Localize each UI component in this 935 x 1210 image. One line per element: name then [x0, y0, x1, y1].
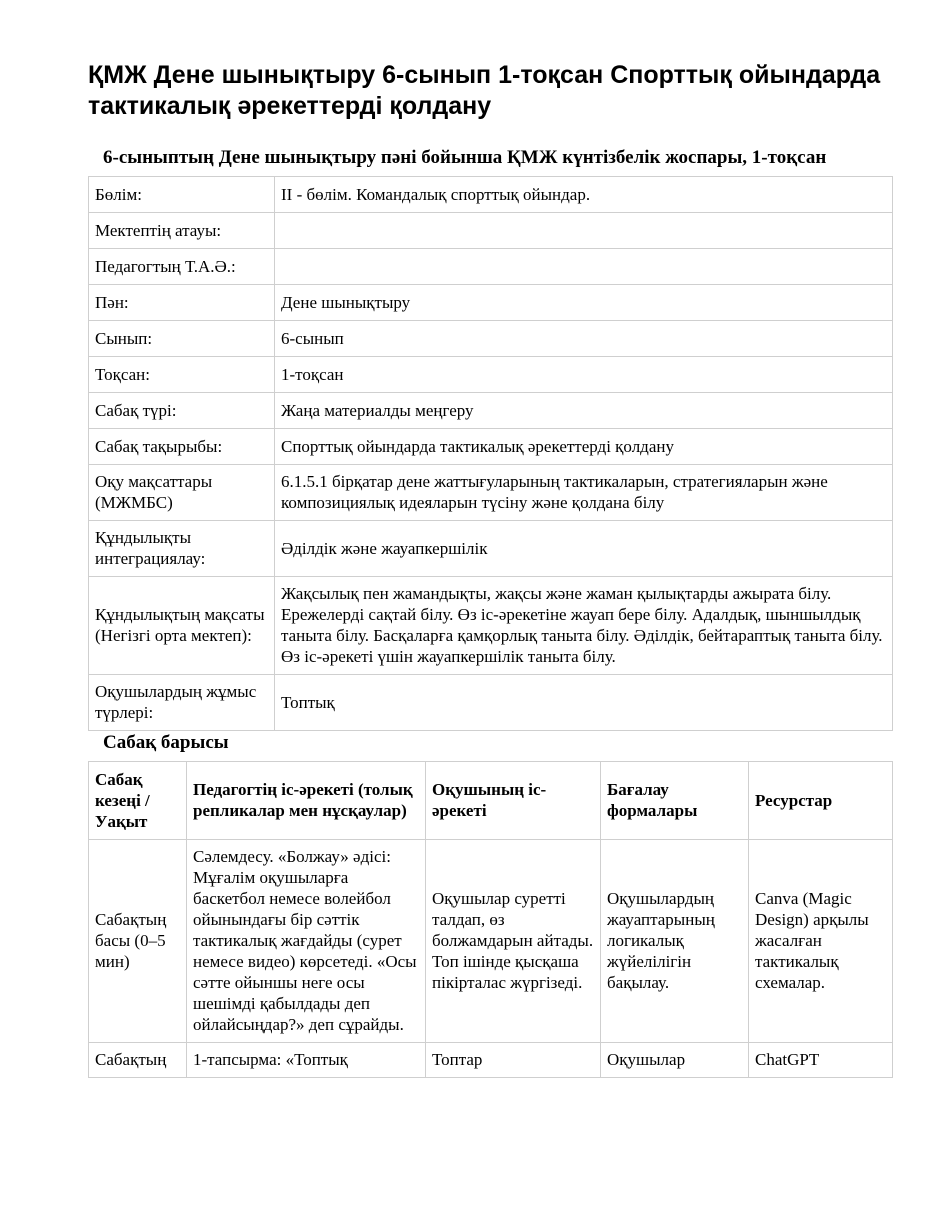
- info-value: [275, 213, 893, 249]
- info-value: ІІ - бөлім. Командалық спорттық ойындар.: [275, 177, 893, 213]
- course-cell-stage: Сабақтың басы (0–5 мин): [89, 840, 187, 1043]
- document-title: ҚМЖ Дене шынықтыру 6-сынып 1-тоқсан Спорттық ойындарда тактикалық әрекеттерді қолдану: [88, 61, 881, 120]
- info-row-learning-objectives: [89, 465, 893, 521]
- header-assessment: Бағалау формалары: [601, 762, 749, 840]
- info-label: Құндылықты интеграциялау:: [89, 521, 275, 577]
- document-page: [88, 60, 893, 1078]
- course-row: [89, 840, 893, 1043]
- info-row-grade: [89, 321, 893, 357]
- info-label: Оқушылардың жұмыс түрлері:: [89, 675, 275, 731]
- info-row-value-integration: [89, 521, 893, 577]
- course-cell-stage: Сабақтың: [89, 1043, 187, 1078]
- course-row: [89, 1043, 893, 1078]
- lesson-course-table: [88, 761, 893, 1078]
- info-label: Пән:: [89, 285, 275, 321]
- lesson-info-table: [88, 176, 893, 731]
- info-label: Сабақ түрі:: [89, 393, 275, 429]
- header-teacher-actions: Педагогтің іс-әрекеті (толық репликалар мен нұсқаулар): [187, 762, 426, 840]
- info-value: 6.1.5.1 бірқатар дене жаттығуларының тактикаларын, стратегияларын және композициялық идеяларын түсіну және қолдана білу: [275, 465, 893, 521]
- info-value: Жақсылық пен жамандықты, жақсы және жаман қылықтарды ажырата білу. Ережелерді сақтай білу. Өз іс-әрекетіне жауап бере білу. Адалдық, шыншылдық таныта білу. Басқаларға қамқорлық таныта білу. Әділдік, бейтараптық таныта білу. Өз іс-әрекеті үшін жауапкершілік таныта білу.: [275, 577, 893, 675]
- info-label: Оқу мақсаттары (МЖМБС): [89, 465, 275, 521]
- info-row-subject: [89, 285, 893, 321]
- info-label: Мектептің атауы:: [89, 213, 275, 249]
- info-row-section: [89, 177, 893, 213]
- info-row-school: [89, 213, 893, 249]
- info-row-work-types: [89, 675, 893, 731]
- info-value: Спорттық ойындарда тактикалық әрекеттерді қолдану: [275, 429, 893, 465]
- course-heading: Сабақ барысы: [103, 732, 229, 753]
- course-cell-assessment: Оқушылар: [601, 1043, 749, 1078]
- info-label: Сынып:: [89, 321, 275, 357]
- header-resources: Ресурстар: [749, 762, 893, 840]
- info-row-value-goal: [89, 577, 893, 675]
- info-label: Бөлім:: [89, 177, 275, 213]
- info-value: Жаңа материалды меңгеру: [275, 393, 893, 429]
- info-value: 1-тоқсан: [275, 357, 893, 393]
- info-row-lesson-topic: [89, 429, 893, 465]
- info-row-lesson-type: [89, 393, 893, 429]
- info-value: Дене шынықтыру: [275, 285, 893, 321]
- info-label: Педагогтың Т.А.Ә.:: [89, 249, 275, 285]
- info-label: Құндылықтың мақсаты (Негізгі орта мектеп):: [89, 577, 275, 675]
- info-value: Топтық: [275, 675, 893, 731]
- info-value: Әділдік және жауапкершілік: [275, 521, 893, 577]
- course-cell-student: Оқушылар суретті талдап, өз болжамдарын айтады. Топ ішінде қысқаша пікірталас жүргізеді.: [426, 840, 601, 1043]
- plan-heading: 6-сыныптың Дене шынықтыру пәні бойынша ҚМЖ күнтізбелік жоспары, 1-тоқсан: [103, 147, 827, 168]
- header-student-actions: Оқушының іс-әрекеті: [426, 762, 601, 840]
- info-value: 6-сынып: [275, 321, 893, 357]
- course-cell-resources: Canva (Magic Design) арқылы жасалған тактикалық схемалар.: [749, 840, 893, 1043]
- info-row-quarter: [89, 357, 893, 393]
- header-stage: Сабақ кезеңі / Уақыт: [89, 762, 187, 840]
- info-label: Тоқсан:: [89, 357, 275, 393]
- course-cell-resources: ChatGPT: [749, 1043, 893, 1078]
- course-cell-teacher: Сәлемдесу. «Болжау» әдісі: Мұғалім оқушыларға баскетбол немесе волейбол ойынындағы бір сәттік тактикалық жағдайды (сурет немесе видео) көрсетеді. «Осы сәтте ойыншы неге осы шешімді қабылдады деп ойлайсыңдар?» деп сұрайды.: [187, 840, 426, 1043]
- info-label: Сабақ тақырыбы:: [89, 429, 275, 465]
- course-header-row: [89, 762, 893, 840]
- course-cell-student: Топтар: [426, 1043, 601, 1078]
- info-row-teacher: [89, 249, 893, 285]
- course-cell-assessment: Оқушылардың жауаптарының логикалық жүйелілігін бақылау.: [601, 840, 749, 1043]
- course-cell-teacher: 1-тапсырма: «Топтық: [187, 1043, 426, 1078]
- info-value: [275, 249, 893, 285]
